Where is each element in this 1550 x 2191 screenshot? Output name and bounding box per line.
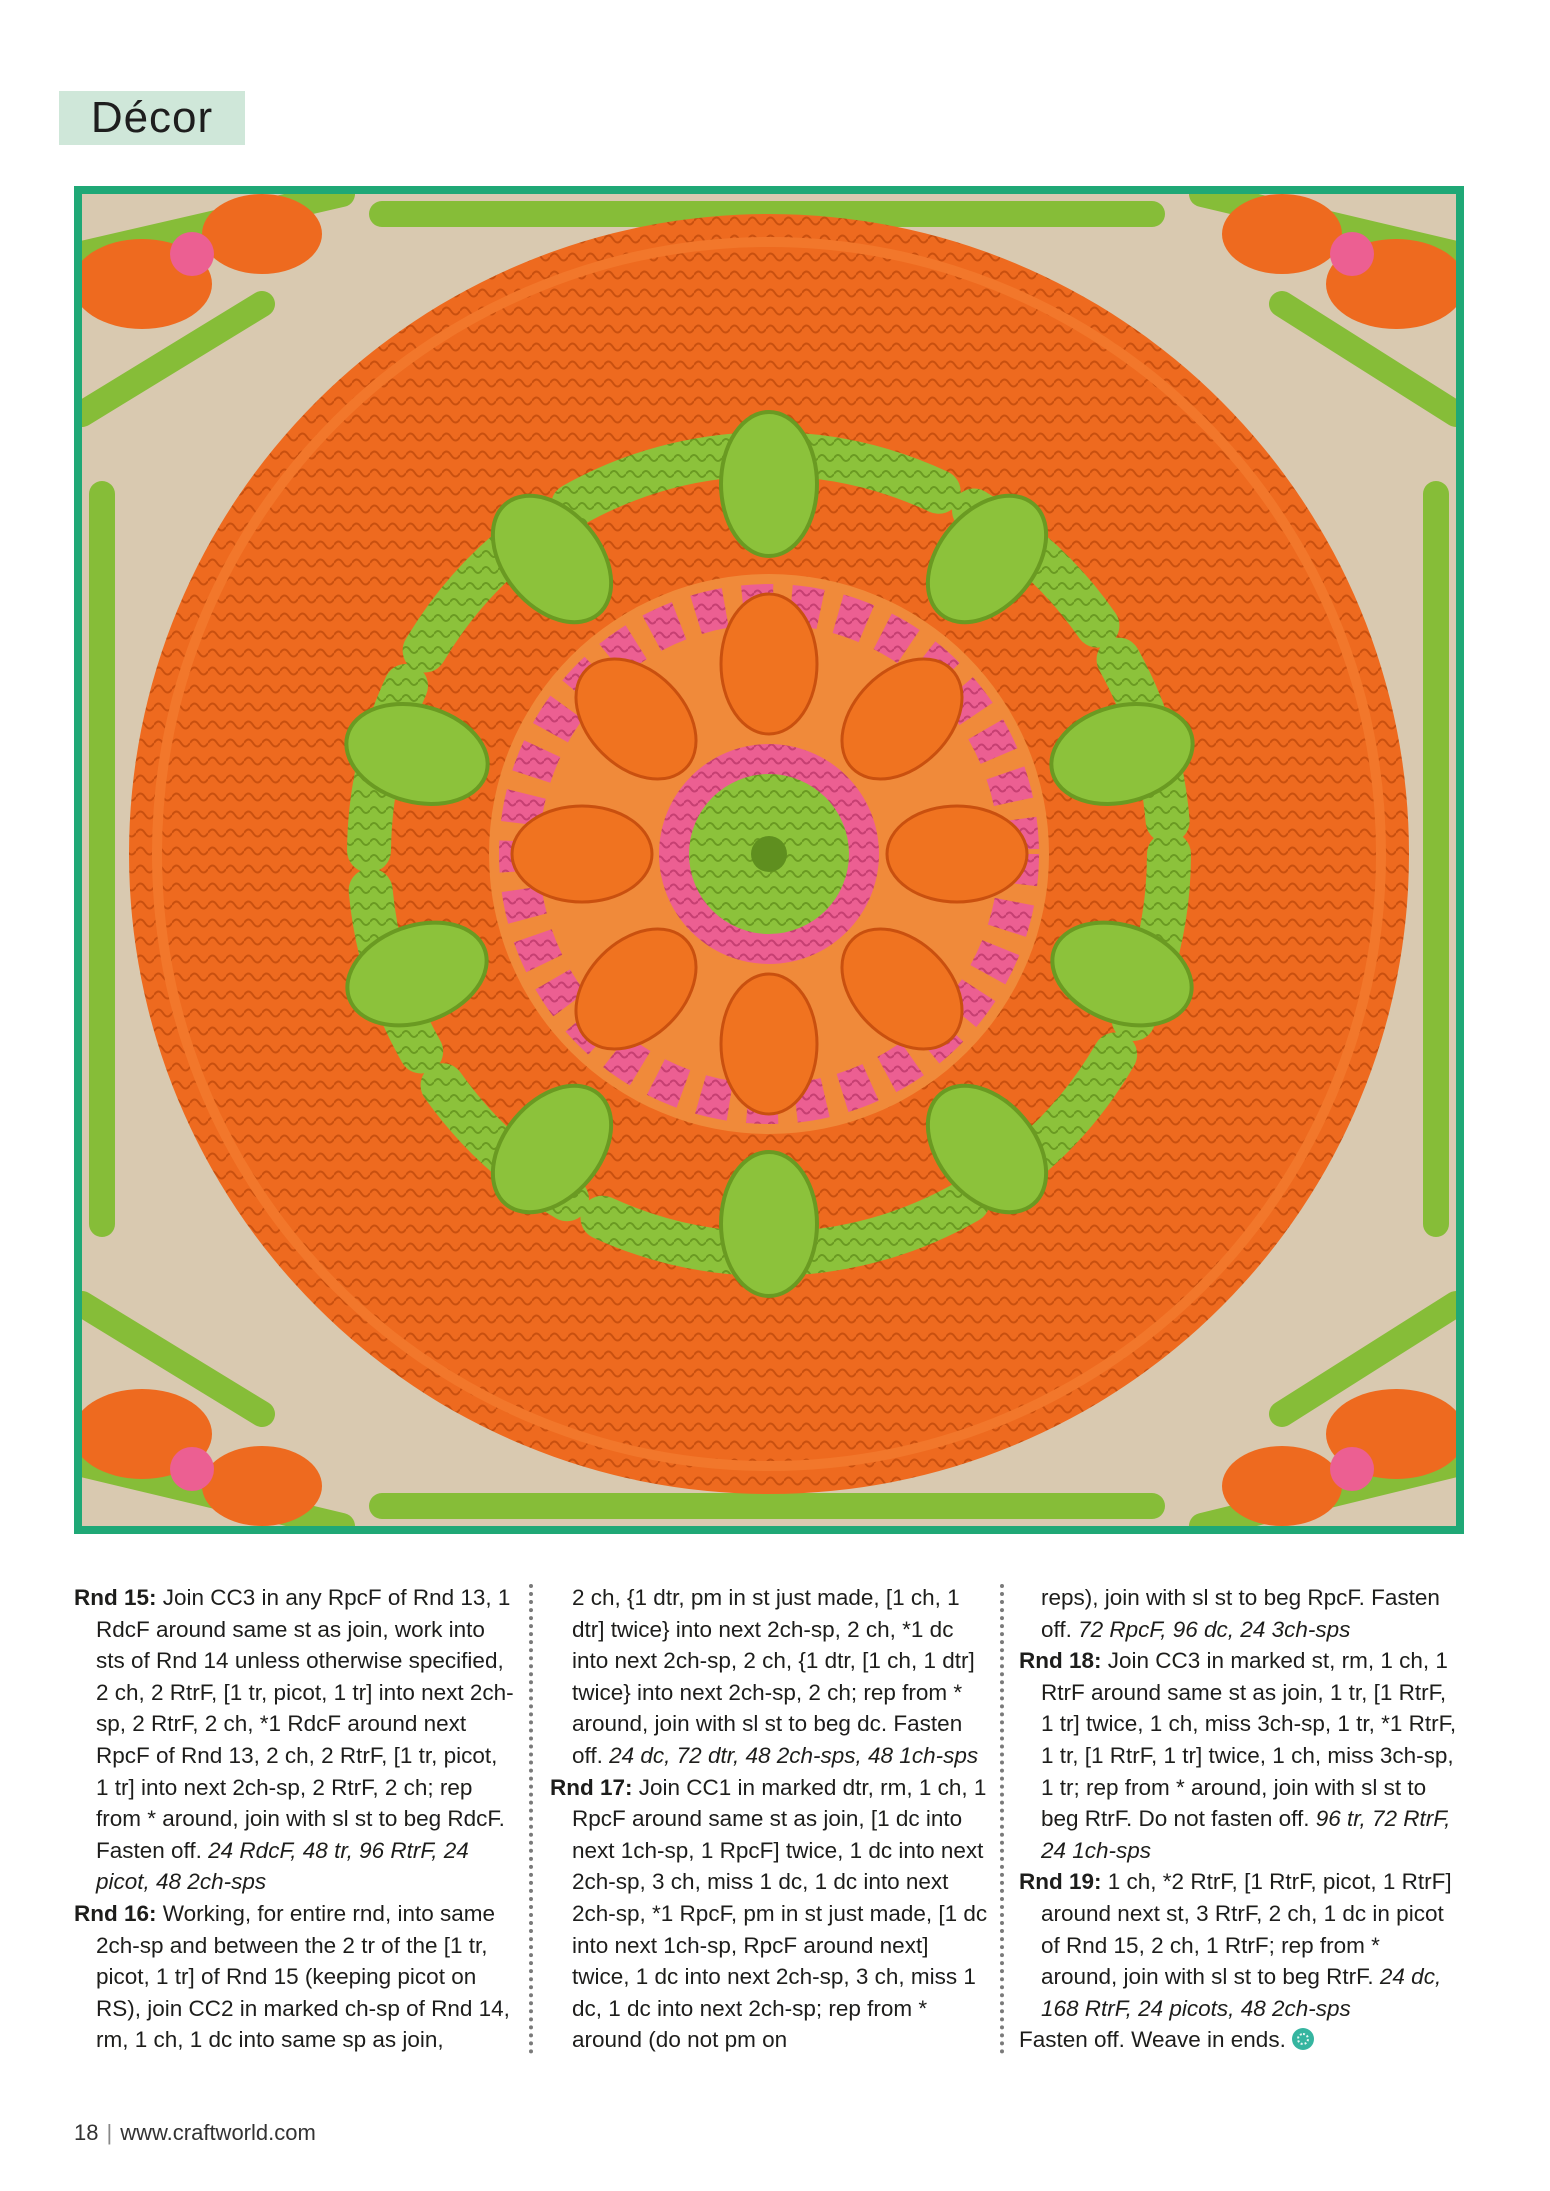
round-label: Rnd 18:: [1019, 1648, 1102, 1674]
round-label: Rnd 19:: [1019, 1869, 1102, 1895]
round-text: reps), join with sl st to beg RpcF. Fasten off.: [1041, 1585, 1440, 1642]
round-label: Rnd 15:: [74, 1585, 157, 1610]
section-title: Décor: [90, 93, 214, 142]
column-divider: [529, 1584, 533, 2054]
website-link[interactable]: www.craftworld.com: [120, 2120, 316, 2145]
round-19: [1019, 1866, 1459, 2024]
stitch-count: 96 tr, 72 RtrF, 24 1ch-sps: [1041, 1806, 1451, 1863]
section-tag: [59, 91, 245, 145]
mandala-illustration: [82, 194, 1456, 1526]
round-17: [550, 1772, 990, 2056]
round-text: Join CC3 in any RpcF of Rnd 13, 1 RdcF around same st as join, work into sts of Rnd 14 unless otherwise specified, 2 ch, 2 RtrF, [1 tr, picot, 1 tr] into next 2ch-sp, 2 RtrF, 2 ch, *1 RdcF around next RpcF of Rnd 13, 2 ch, 2 RtrF, [1 tr, picot, 1 tr] into next 2ch-sp, 2 RtrF, 2 ch; rep from * around, join with sl st to beg RdcF. Fasten off.: [96, 1585, 514, 1863]
footer-separator: |: [106, 2120, 113, 2145]
round-text: Working, for entire rnd, into same 2ch-sp and between the 2 tr of the [1 tr, picot, 1 tr] of Rnd 15 (keeping picot on RS), join CC2 in marked ch-sp of Rnd 14, rm, 1 ch, 1 dc into same sp as join,: [96, 1900, 510, 2053]
yarn-ball-end-icon: [1292, 2028, 1314, 2050]
round-text: 1 ch, *2 RtrF, [1 RtrF, picot, 1 RtrF] around next st, 3 RtrF, 2 ch, 1 dc in picot of Rnd 15, 2 ch, 1 RtrF; rep from * around, join with sl st to beg RtrF.: [1041, 1869, 1452, 1990]
stitch-count: 24 dc, 72 dtr, 48 2ch-sps, 48 1ch-sps: [609, 1742, 979, 1768]
round-15: [74, 1582, 514, 1898]
finish-text: Fasten off. Weave in ends.: [1019, 2027, 1286, 2053]
round-18: [1019, 1645, 1459, 1866]
stitch-count: 24 RdcF, 48 tr, 96 RtrF, 24 picot, 48 2ch-sps: [96, 1837, 469, 1895]
finish-line: [1019, 2024, 1459, 2056]
round-17-continued: [1019, 1582, 1459, 1645]
crochet-mandala-photo: [74, 186, 1464, 1534]
round-16: [74, 1898, 514, 2056]
column-2: [550, 1582, 990, 2062]
round-label: Rnd 16:: [74, 1900, 157, 1926]
column-divider: [1000, 1584, 1004, 2054]
page-number: 18: [74, 2120, 99, 2145]
round-text: 2 ch, {1 dtr, pm in st just made, [1 ch, 1 dtr] twice} into next 2ch-sp, 2 ch, *1 dc into next 2ch-sp, 2 ch, {1 dtr, [1 ch, 1 dtr] twice} into next 2ch-sp, 2 ch; rep from * around, join with sl st to beg dc. Fasten off.: [572, 1585, 975, 1768]
column-1: [74, 1582, 514, 2062]
stitch-count: 72 RpcF, 96 dc, 24 3ch-sps: [1078, 1616, 1351, 1642]
round-label: Rnd 17:: [550, 1774, 633, 1800]
round-text: Join CC1 in marked dtr, rm, 1 ch, 1 RpcF around same st as join, [1 dc into next 1ch-sp, 1 RpcF] twice, 1 dc into next 2ch-sp, 3 ch, miss 1 dc, 1 dc into next 2ch-sp, *1 RpcF, pm in st just made, [1 dc into next 1ch-sp, RpcF around next] twice, 1 dc into next 2ch-sp, 3 ch, miss 1 dc, 1 dc into next 2ch-sp; rep from * around (do not pm on: [572, 1774, 988, 2053]
stitch-count: 24 dc, 168 RtrF, 24 picots, 48 2ch-sps: [1041, 1964, 1442, 2021]
round-16-continued: [550, 1582, 990, 1772]
pattern-text: [74, 1582, 1466, 2062]
round-text: Join CC3 in marked st, rm, 1 ch, 1 RtrF around same st as join, 1 tr, [1 RtrF, 1 tr] twice, 1 ch, miss 3ch-sp, 1 tr, *1 RtrF, 1 tr, [1 RtrF, 1 tr] twice, 1 ch, miss 3ch-sp, 1 tr; rep from * around, join with sl st to beg RtrF. Do not fasten off.: [1041, 1648, 1457, 1832]
page-footer: [74, 2120, 316, 2146]
column-3: [1019, 1582, 1459, 2062]
